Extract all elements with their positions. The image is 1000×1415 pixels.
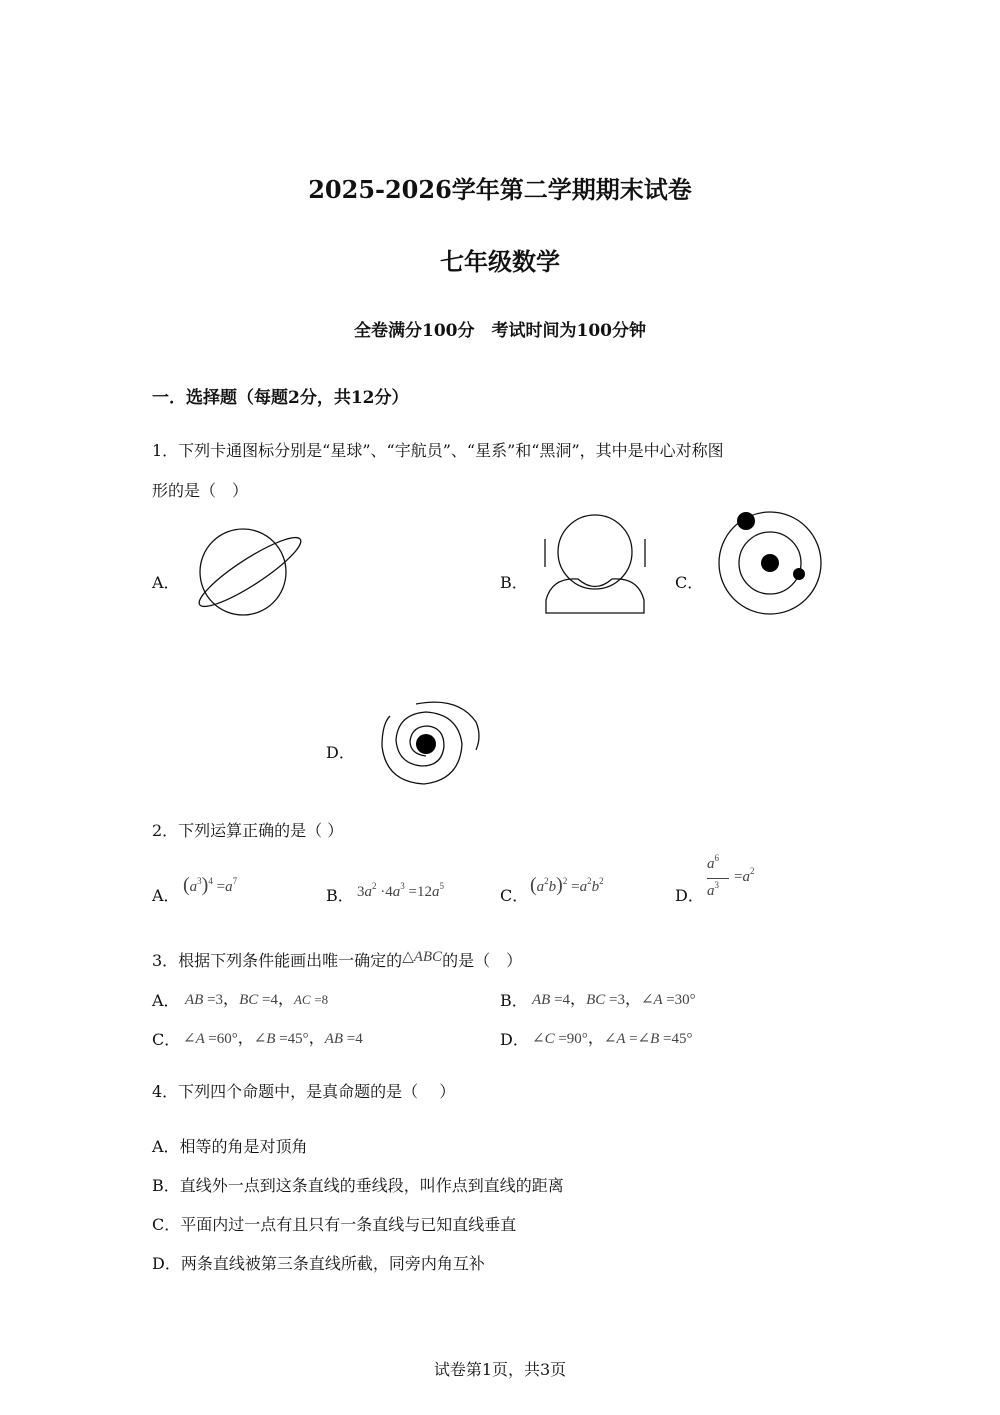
q3-option-c-label: C． (152, 1030, 181, 1049)
q2-option-a-label: A． (152, 886, 180, 905)
q3-option-b-formula: AB =4，BC =3，∠A =30° (532, 991, 696, 1008)
q2-option-c-formula: $(a^2b)^2 =a^2b^2$ (530, 874, 604, 896)
q3-option-b-label: B． (500, 991, 528, 1010)
q3-option-a-label: A． (152, 991, 180, 1010)
q4-option-c: C．平面内过一点有且只有一条直线与已知直线垂直 (152, 1215, 517, 1234)
q4-option-a: A．相等的角是对顶角 (152, 1137, 308, 1156)
q1-option-b-label: B． (500, 573, 528, 592)
q3-stem-a: 3．根据下列条件能画出唯一确定的 (152, 951, 403, 970)
page-footer: 试卷第1页，共3页 (433, 1360, 567, 1379)
q2-option-c-label: C． (500, 886, 529, 905)
exam-info: 全卷满分100分 考试时间为100分钟 (354, 321, 646, 341)
galaxy-icon (715, 508, 825, 618)
exam-title: 2025-2026学年第二学期期末试卷 (308, 175, 692, 204)
section-heading: 一．选择题（每题2分，共12分） (152, 388, 409, 408)
q2-option-b-label: B． (326, 886, 354, 905)
q4-stem: 4．下列四个命题中，是真命题的是（ ） (152, 1082, 456, 1101)
q3-option-c-formula: ∠A =60°，∠B =45°，AB =4 (183, 1030, 363, 1047)
q3-option-d-label: D． (500, 1030, 529, 1049)
q1-stem-line1: 1．下列卡通图标分别是“星球”、“宇航员”、“星系”和“黑洞”，其中是中心对称图 (152, 441, 724, 460)
q3-option-d-formula: ∠C =90°，∠A =∠B =45° (532, 1030, 693, 1047)
q4-option-b: B．直线外一点到这条直线的垂线段，叫作点到直线的距离 (152, 1176, 564, 1195)
q1-stem-line2: 形的是（ ） (152, 481, 249, 500)
q2-option-d-label: D． (675, 886, 704, 905)
q1-option-d-label: D． (326, 743, 355, 762)
astronaut-icon (540, 512, 650, 617)
q2-stem: 2．下列运算正确的是（ ） (152, 821, 344, 840)
q3-option-a-formula: AB =3，BC =4，AC =8 (185, 991, 329, 1008)
planet-icon (190, 522, 310, 622)
q3-stem-b: 的是（ ） (442, 951, 523, 970)
subject-title: 七年级数学 (440, 247, 560, 276)
q2-option-a-formula: $(a^3)^4 =a^7$ (183, 874, 238, 896)
q3-triangle: △ABC (402, 949, 443, 965)
black-hole-icon (368, 694, 483, 794)
q1-option-a-label: A． (152, 573, 180, 592)
q1-option-c-label: C． (675, 573, 704, 592)
q2-option-b-formula: $3a^2 \cdot 4a^3 =12a^5$ (357, 881, 444, 900)
q4-option-d: D．两条直线被第三条直线所截，同旁内角互补 (152, 1254, 485, 1273)
q3-stem (152, 948, 522, 971)
